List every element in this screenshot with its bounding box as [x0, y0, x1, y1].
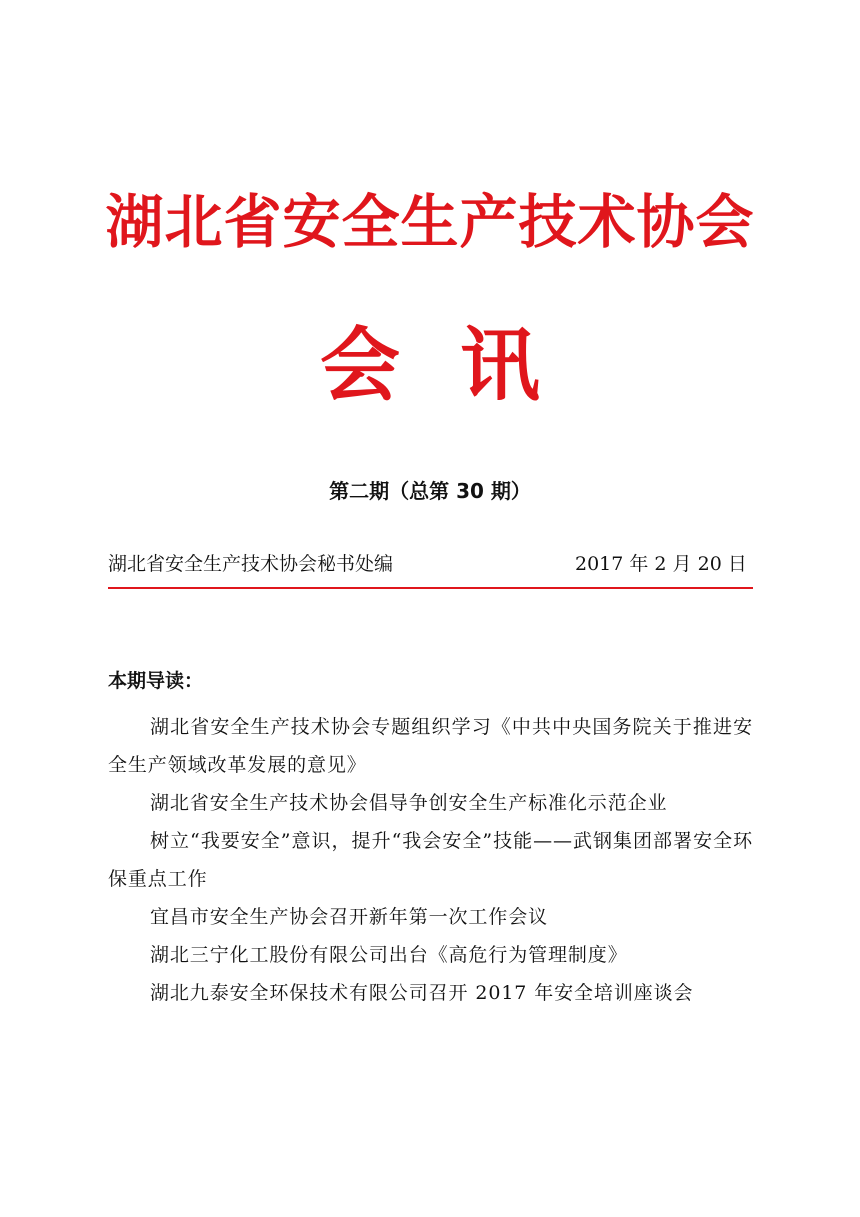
toc-item: 树立“我要安全”意识，提升“我会安全”技能——武钢集团部署安全环保重点工作: [108, 830, 753, 890]
toc-item: 湖北省安全生产技术协会倡导争创安全生产标准化示范企业: [150, 792, 668, 814]
organization-title: 湖北省安全生产技术协会: [105, 188, 755, 256]
publication-date: 2017 年 2 月 20 日: [575, 553, 747, 575]
toc-item: 湖北省安全生产技术协会专题组织学习《中共中央国务院关于推进安全生产领域改革发展的意见》: [108, 716, 753, 776]
toc-list: [108, 708, 753, 1012]
editor-line: 湖北省安全生产技术协会秘书处编: [108, 553, 394, 575]
issue-number: 第二期（总第 30 期）: [329, 479, 531, 503]
toc-heading: 本期导读：: [108, 670, 204, 692]
toc-item: 宜昌市安全生产协会召开新年第一次工作会议: [150, 906, 549, 928]
publication-title: 会讯: [320, 319, 600, 412]
toc-item: 湖北三宁化工股份有限公司出台《高危行为管理制度》: [150, 944, 628, 966]
header-divider: [108, 587, 753, 589]
toc-item: 湖北九泰安全环保技术有限公司召开 2017 年安全培训座谈会: [150, 982, 694, 1004]
